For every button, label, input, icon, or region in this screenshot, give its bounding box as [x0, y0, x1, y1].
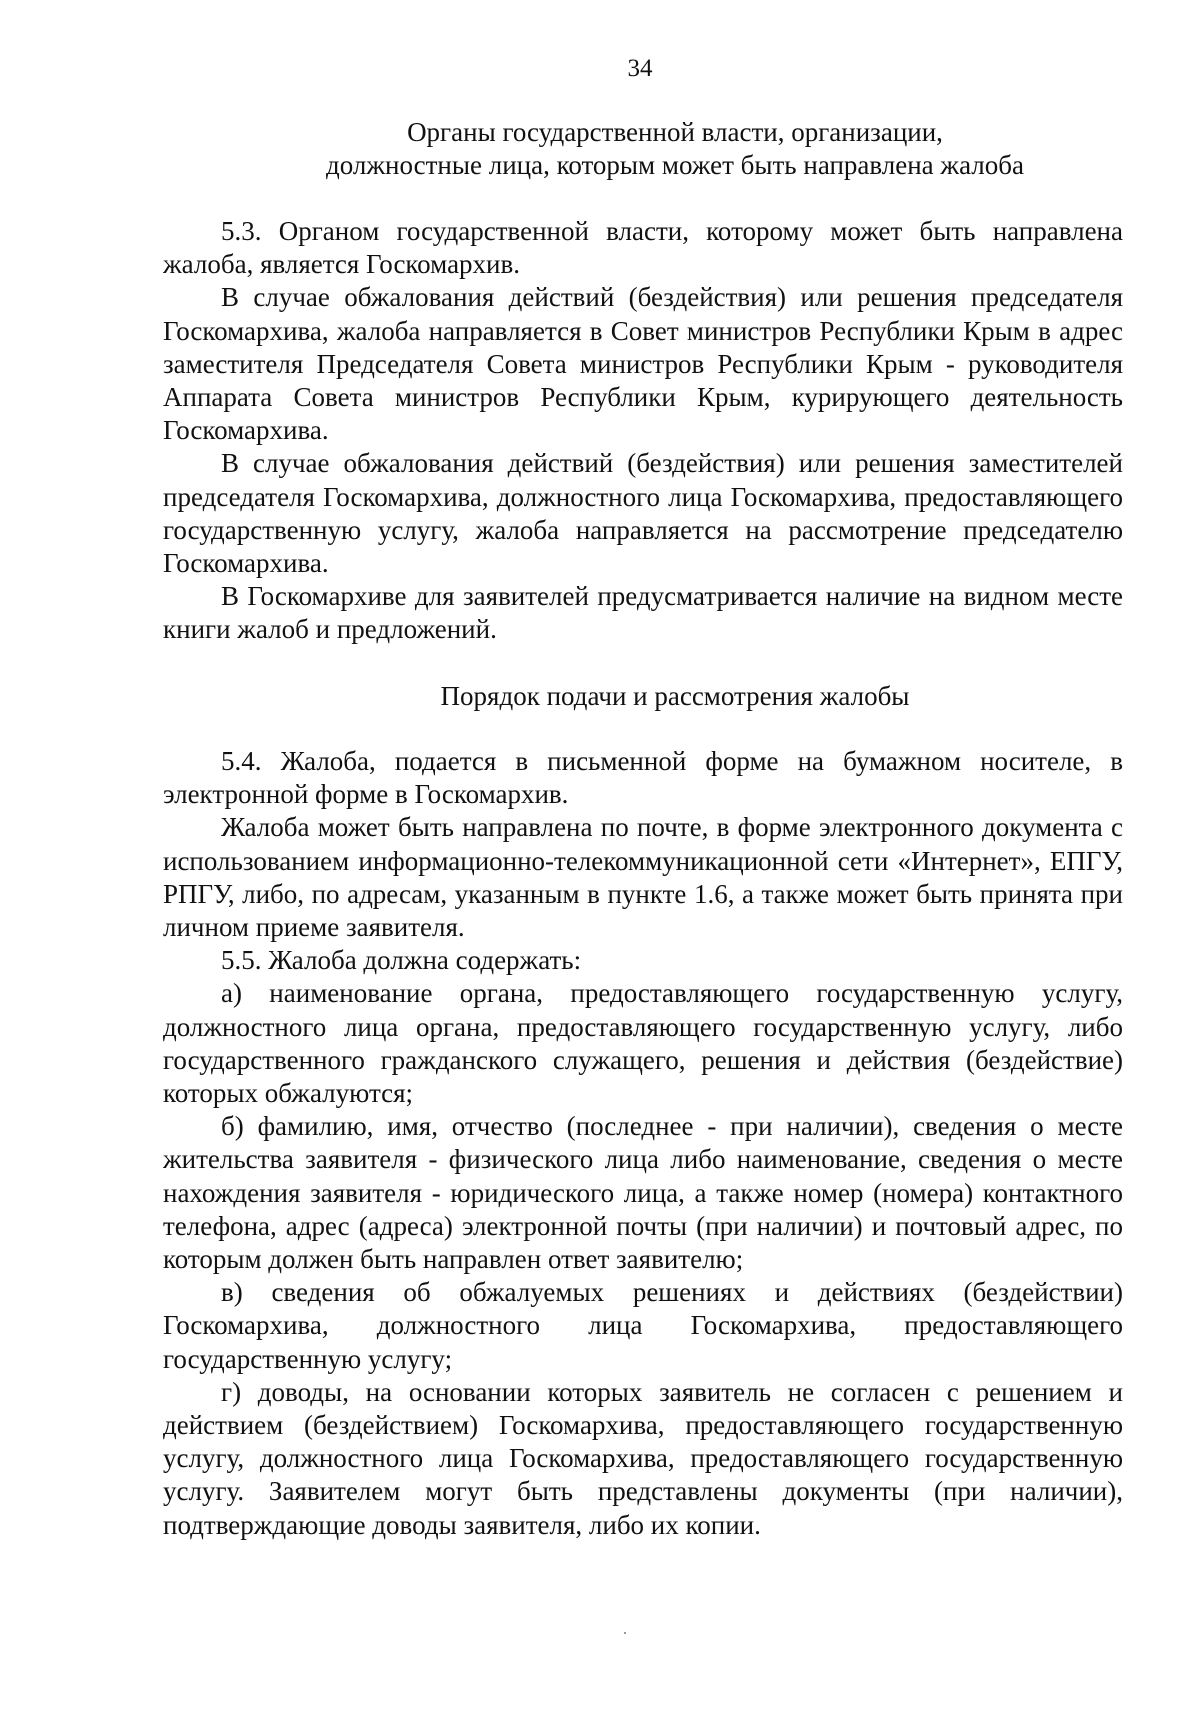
- list-item-g: г) доводы, на основании которых заявитель не согласен с решением и действием (бездействием) Госкомархива, предоставляющего государственную услугу, должностного лица Госкомархива, предоставляющего государственную услугу. Заявителем могут быть представлены документы (при наличии), подтверждающие доводы заявителя, либо их копии.: [163, 1376, 1123, 1540]
- page-number: 34: [627, 55, 653, 82]
- section-body-complaint-procedure: [163, 745, 1123, 1542]
- scan-artifact-dot: [624, 1632, 626, 1634]
- list-item-b: б) фамилию, имя, отчество (последнее - при наличии), сведения о месте жительства заявителя - физического лица либо наименование, сведения о месте нахождения заявителя - юридического лица, а также номер (номера) контактного телефона, адрес (адреса) электронной почты (при наличии) и почтовый адрес, по которым должен быть направлен ответ заявителю;: [163, 1111, 1123, 1275]
- heading-line: должностные лица, которым может быть направлена жалоба: [325, 150, 1024, 180]
- paragraph-5-3: 5.3. Органом государственной власти, которому может быть направлена жалоба, является Госкомархив.: [163, 216, 1123, 280]
- list-item-a: а) наименование органа, предоставляющего государственную услугу, должностного лица органа, предоставляющего государственную услугу, либо государственного гражданского служащего, решения и действия (бездействие) которых обжалуются;: [163, 978, 1123, 1109]
- section-body-complaint-recipients: [163, 215, 1123, 647]
- section-heading-complaint-recipients: [0, 116, 1200, 182]
- heading-line: Органы государственной власти, организации,: [407, 117, 943, 147]
- list-item-v: в) сведения об обжалуемых решениях и действиях (бездействии) Госкомархива, должностного лица Госкомархива, предоставляющего государственную услугу;: [163, 1277, 1123, 1374]
- section-heading-complaint-procedure: Порядок подачи и рассмотрения жалобы: [440, 681, 910, 711]
- paragraph-5-4: 5.4. Жалоба, подается в письменной форме на бумажном носителе, в электронной форме в Госкомархив.: [163, 746, 1123, 810]
- paragraph: В случае обжалования действий (бездействия) или решения председателя Госкомархива, жалоба направляется в Совет министров Республики Крым в адрес заместителя Председателя Совета министров Республики Крым - руководителя Аппарата Совета министров Республики Крым, курирующего деятельность Госкомархива.: [163, 282, 1123, 446]
- paragraph: В случае обжалования действий (бездействия) или решения заместителей председателя Госкомархива, должностного лица Госкомархива, предоставляющего государственную услугу, жалоба направляется на рассмотрение председателю Госкомархива.: [163, 448, 1123, 579]
- paragraph: В Госкомархиве для заявителей предусматривается наличие на видном месте книги жалоб и предложений.: [163, 581, 1123, 645]
- paragraph-5-5: 5.5. Жалоба должна содержать:: [221, 945, 582, 976]
- paragraph: Жалоба может быть направлена по почте, в форме электронного документа с использованием информационно-телекоммуникационной сети «Интернет», ЕПГУ, РПГУ, либо, по адресам, указанным в пункте 1.6, а также может быть принята при личном приеме заявителя.: [163, 812, 1123, 943]
